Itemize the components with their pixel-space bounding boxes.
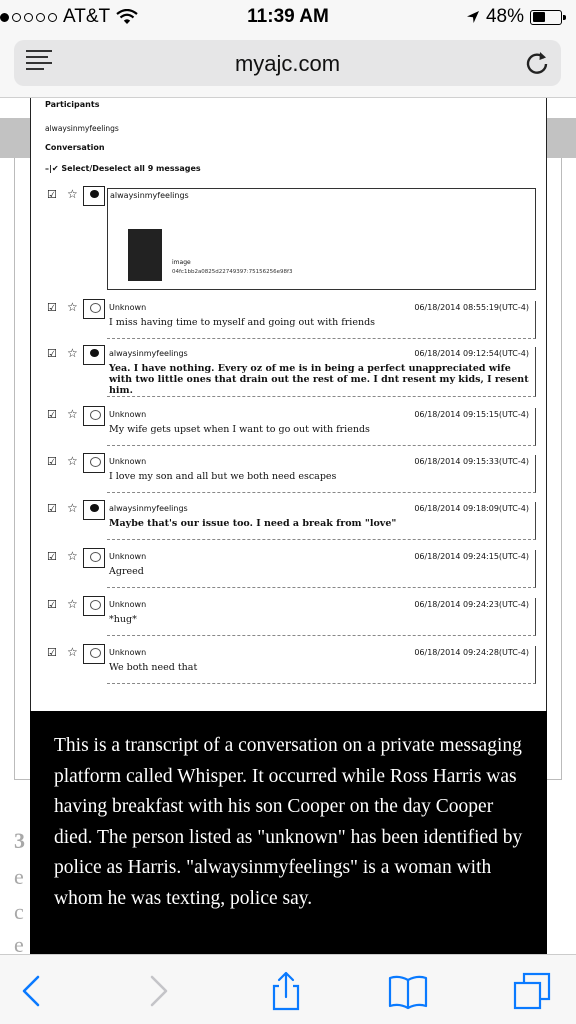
bookmarks-icon[interactable] — [388, 971, 428, 1011]
avatar — [83, 453, 105, 473]
star-icon: ☆ — [67, 454, 78, 468]
message-user: alwaysinmyfeelings — [110, 191, 189, 200]
location-arrow-icon — [466, 10, 480, 24]
browser-toolbar — [0, 954, 576, 1024]
checkbox-icon: ☑ — [47, 598, 57, 611]
battery-icon — [530, 10, 562, 25]
back-icon[interactable] — [12, 971, 52, 1011]
message-text: I miss having time to myself and going out with friends — [109, 317, 376, 328]
background-text: e — [14, 932, 24, 954]
message-timestamp: 06/18/2014 09:24:15(UTC-4) — [414, 552, 529, 561]
avatar — [83, 644, 105, 664]
web-page — [0, 98, 576, 954]
checkbox-icon: ☑ — [47, 301, 57, 314]
participant-name: alwaysinmyfeelings — [45, 124, 119, 133]
message-text: We both need that — [109, 662, 198, 673]
message-user: Unknown — [109, 552, 147, 561]
carrier-name: AT&T — [63, 6, 111, 27]
star-icon: ☆ — [67, 597, 78, 611]
checkbox-icon: ☑ — [47, 646, 57, 659]
message-user: Unknown — [109, 457, 147, 466]
background-text: e — [14, 864, 24, 889]
checkbox-icon: ☑ — [47, 455, 57, 468]
avatar — [83, 299, 105, 319]
message-user: Unknown — [109, 648, 147, 657]
message-timestamp: 06/18/2014 09:15:15(UTC-4) — [414, 410, 529, 419]
message-timestamp: 06/18/2014 09:15:33(UTC-4) — [414, 457, 529, 466]
message-user: alwaysinmyfeelings — [109, 349, 188, 358]
message-timestamp: 06/18/2014 09:18:09(UTC-4) — [414, 504, 529, 513]
avatar — [83, 596, 105, 616]
tabs-icon[interactable] — [512, 971, 552, 1011]
message-text: Agreed — [109, 566, 144, 577]
message-timestamp: 06/18/2014 09:24:23(UTC-4) — [414, 600, 529, 609]
message-timestamp: 06/18/2014 09:24:28(UTC-4) — [414, 648, 529, 657]
select-all-row — [45, 164, 201, 173]
status-time: 11:39 AM — [247, 6, 329, 27]
conversation-label: Conversation — [45, 143, 105, 152]
checkbox-icon: ☑ — [47, 188, 57, 201]
reload-icon[interactable] — [523, 49, 551, 77]
star-icon: ☆ — [67, 549, 78, 563]
forward-icon — [138, 971, 178, 1011]
star-icon: ☆ — [67, 346, 78, 360]
avatar — [83, 186, 105, 206]
message-user: Unknown — [109, 410, 147, 419]
image-caption: This is a transcript of a conversation on a private messaging platform called Whisper. It occurred while Ross Harris was having breakfast with his son Cooper on the day Cooper died. The person listed as "unknown" has been identified by police as Harris. "alwaysinmyfeelings" is a woman with whom he was texting, police say. — [30, 711, 547, 954]
background-text: c — [14, 899, 24, 924]
message-text: Yea. I have nothing. Every oz of me is in being a perfect unappreciated wife with two little ones that drain out the rest of me. I dnt resent my kids, I resent him. — [109, 363, 529, 396]
message-text: I love my son and all but we both need escapes — [109, 471, 337, 482]
select-all-label: Select/Deselect all 9 messages — [61, 164, 201, 173]
image-thumbnail — [128, 229, 162, 281]
avatar — [83, 345, 105, 365]
checkbox-icon: ☑ — [47, 502, 57, 515]
browser-address-bar — [0, 34, 576, 98]
message-timestamp: 06/18/2014 09:12:54(UTC-4) — [414, 349, 529, 358]
avatar — [83, 406, 105, 426]
checkbox-icon: ☑ — [47, 550, 57, 563]
checkbox-icon: –|✔ — [45, 164, 62, 173]
image-label: image — [172, 259, 191, 266]
transcript-image[interactable] — [30, 98, 547, 718]
share-icon[interactable] — [266, 971, 306, 1011]
url-text[interactable]: myajc.com — [234, 51, 341, 76]
star-icon: ☆ — [67, 501, 78, 515]
participants-label: Participants — [45, 100, 100, 109]
star-icon: ☆ — [67, 300, 78, 314]
battery-percentage: 48% — [485, 6, 524, 27]
status-bar — [0, 0, 576, 34]
star-icon: ☆ — [67, 407, 78, 421]
message-user: Unknown — [109, 303, 147, 312]
checkbox-icon: ☑ — [47, 408, 57, 421]
url-field[interactable] — [14, 40, 561, 86]
message-text: Maybe that's our issue too. I need a break from "love" — [109, 518, 397, 529]
image-id: 04fc1bb2a0825d22749397:75156256e98f3 — [172, 269, 293, 275]
star-icon: ☆ — [67, 187, 78, 201]
message-timestamp: 06/18/2014 08:55:19(UTC-4) — [414, 303, 529, 312]
checkbox-icon: ☑ — [47, 347, 57, 360]
message-user: Unknown — [109, 600, 147, 609]
avatar — [83, 500, 105, 520]
avatar — [83, 548, 105, 568]
battery-fill — [533, 12, 546, 22]
message-user: alwaysinmyfeelings — [109, 504, 188, 513]
message-text: My wife gets upset when I want to go out with friends — [109, 424, 370, 435]
star-icon: ☆ — [67, 645, 78, 659]
list-number: 3 — [14, 828, 25, 853]
message-text: *hug* — [109, 614, 137, 625]
